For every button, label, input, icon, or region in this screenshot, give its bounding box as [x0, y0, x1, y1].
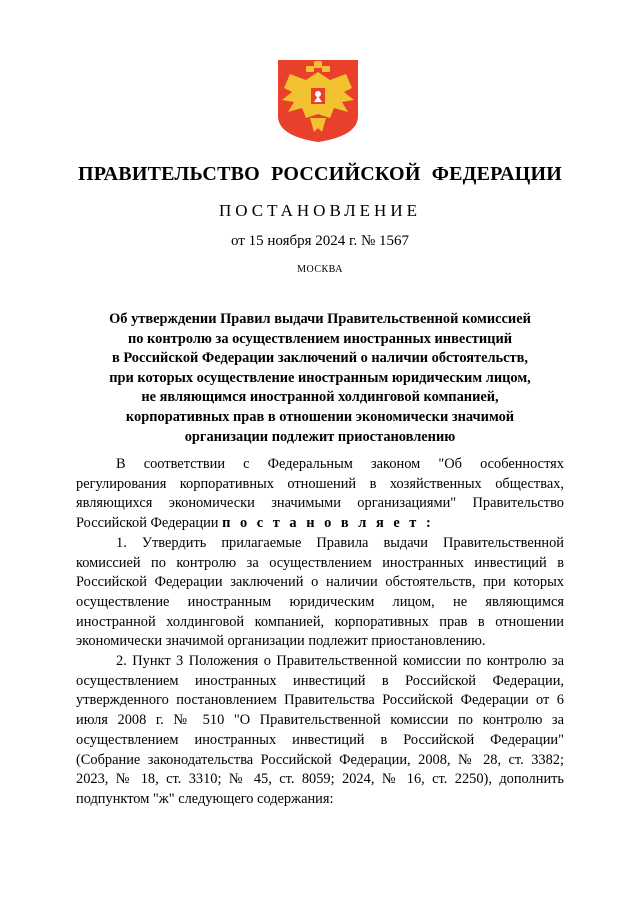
document-title — [70, 310, 570, 447]
preamble-text: В соответствии с Федеральным законом "Об особенностях регулирования корпоративных отношений в хозяйственных обществах, являющихся экономически значимыми организациями" Правительство Российской Федерации — [76, 456, 564, 532]
document-body — [76, 455, 564, 810]
title-line: при которых осуществление иностранным юридическим лицом, — [109, 369, 531, 386]
date-and-number: от 15 ноября 2024 г. № 1567 — [230, 233, 410, 249]
title-line: в Российской Федерации заключений о наличии обстоятельств, — [112, 350, 528, 367]
title-line: по контролю за осуществлением иностранных инвестиций — [127, 330, 513, 347]
item-2-paragraph: 2. Пункт 3 Положения о Правительственной комиссии по контролю за осуществлением иностранных инвестиций в Российской Федерации, утвержденного постановлением Правительства Российской Федерации от 6 июля 2008 г. № 510 "О Правительственной комиссии по контролю за осуществлением иностранных инвестиций в Российской Федерации" (Собрание законодательства Российской Федерации, 2008, № 28, ст. 3382; 2023, № 18, ст. 3310; № 45, ст. 8059; 2024, № 16, ст. 2250), дополнить подпунктом "ж" следующего содержания: — [76, 653, 564, 807]
city: МОСКВА — [297, 264, 343, 275]
title-line: корпоративных прав в отношении экономически значимой — [125, 408, 515, 425]
decree-word: п о с т а н о в л я е т : — [222, 515, 434, 532]
title-line: Об утверждении Правил выдачи Правительственной комиссией — [109, 311, 531, 327]
document-type: ПОСТАНОВЛЕНИЕ — [218, 201, 421, 220]
government-title: ПРАВИТЕЛЬСТВО РОССИЙСКОЙ ФЕДЕРАЦИИ — [78, 163, 562, 185]
coat-of-arms-emblem — [276, 58, 360, 142]
preamble-paragraph — [76, 455, 564, 534]
item-1-paragraph: 1. Утвердить прилагаемые Правила выдачи Правительственной комиссией по контролю за осуществлением иностранных инвестиций в Российской Федерации заключений о наличии обстоятельств, при которых осуществление иностранным юридическим лицом, не являющимся иностранной холдинговой компанией, корпоративных прав в отношении экономически значимой организации подлежит приостановлению. — [76, 534, 564, 650]
title-line: организации подлежит приостановлению — [184, 428, 456, 445]
title-line: не являющимся иностранной холдинговой компанией, — [141, 389, 499, 406]
